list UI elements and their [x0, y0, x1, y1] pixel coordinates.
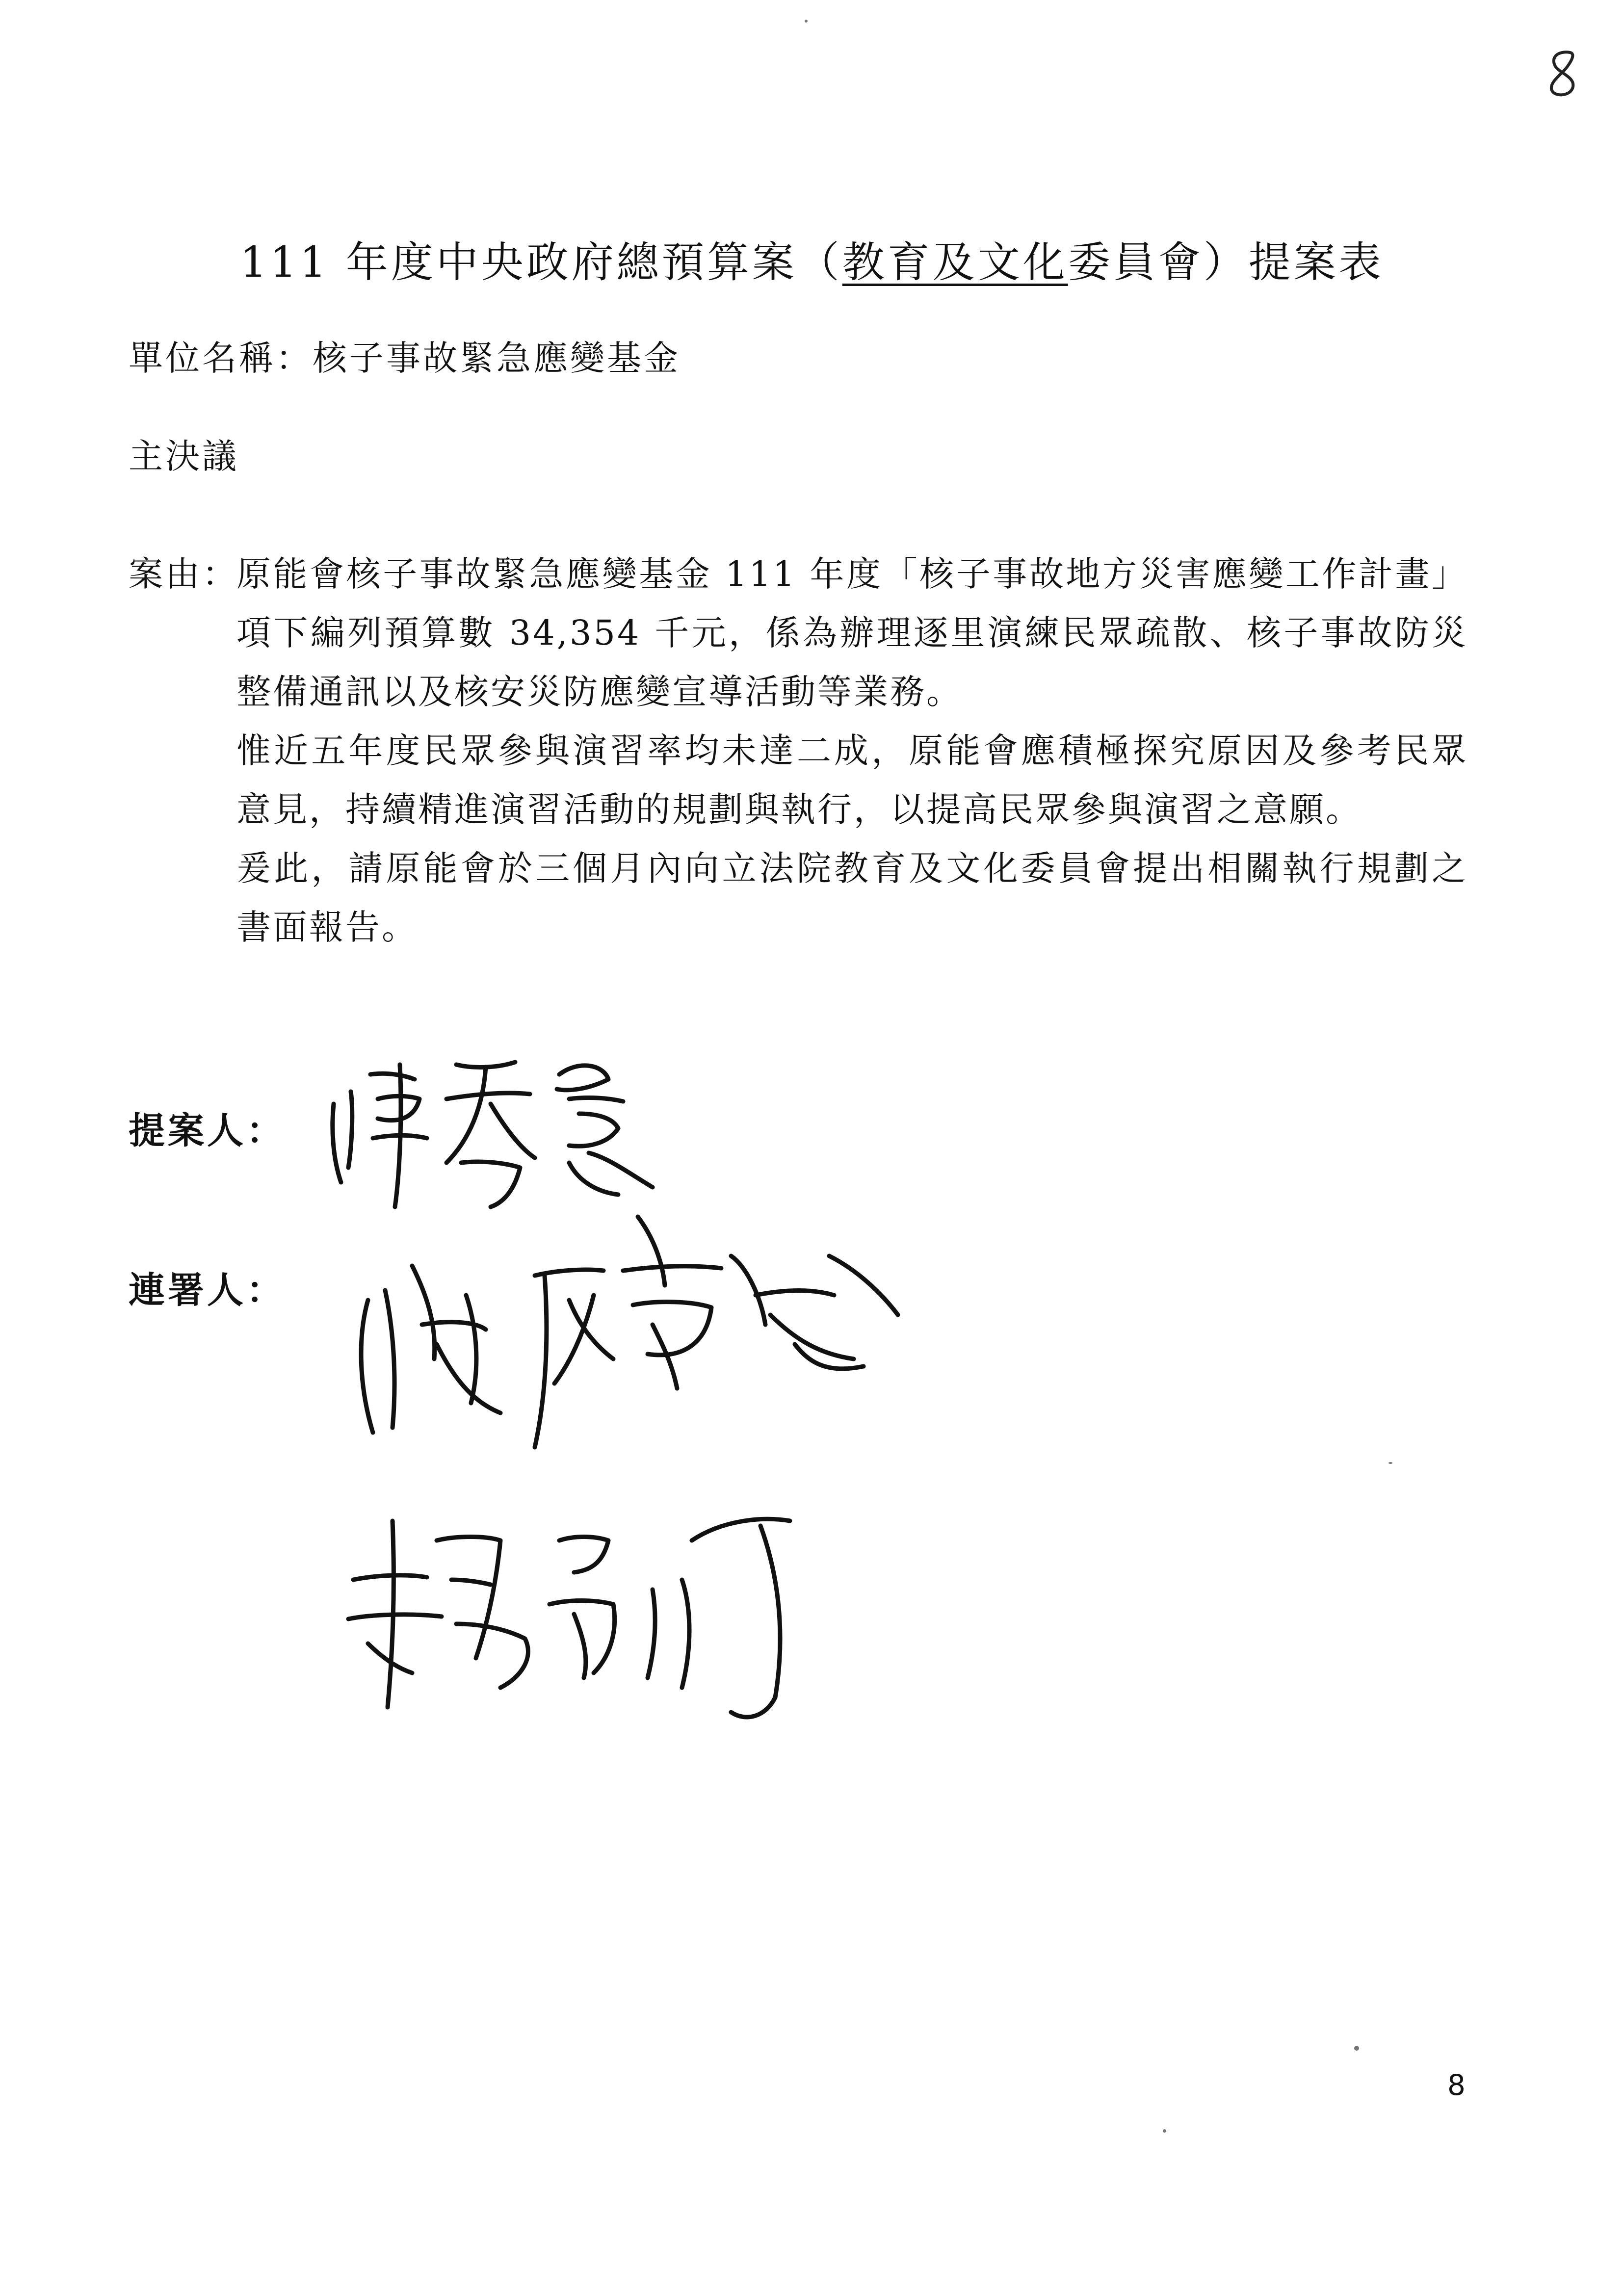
proposer-label: 提案人： [129, 1110, 286, 1152]
cosigner-label: 連署人： [129, 1269, 286, 1311]
case-body [236, 545, 1468, 957]
cosigner-signature [339, 1197, 908, 1501]
title-suffix: 委員會）提案表 [1068, 238, 1384, 287]
cosigner-signature [339, 1482, 829, 1737]
title-committee: 教育及文化 [842, 238, 1068, 287]
scan-speck [1163, 2129, 1166, 2133]
handwritten-page-number [1541, 47, 1585, 101]
document-title [0, 235, 1624, 289]
scan-speck [805, 20, 808, 23]
page-number: 8 [1447, 2068, 1466, 2102]
unit-label: 單位名稱： [129, 338, 313, 378]
main-decision-heading: 主決議 [129, 436, 239, 476]
case-paragraph: 惟近五年度民眾參與演習率均未達二成，原能會應積極探究原因及參考民眾意見，持續精進演習活動的規劃與執行，以提高民眾參與演習之意願。 [236, 731, 1468, 830]
case-paragraph: 原能會核子事故緊急應變基金 111 年度「核子事故地方災害應變工作計畫」項下編列預算數 34,354 千元，係為辦理逐里演練民眾疏散、核子事故防災整備通訊以及核安災防應變宣導活動等業務。 [236, 554, 1468, 712]
unit-line [129, 334, 681, 383]
unit-name: 核子事故緊急應變基金 [313, 338, 681, 378]
case-paragraph: 爰此，請原能會於三個月內向立法院教育及文化委員會提出相關執行規劃之書面報告。 [236, 848, 1468, 947]
proposer-signature [314, 1045, 667, 1222]
scan-speck [1354, 2046, 1359, 2051]
case-label: 案由： [129, 554, 239, 594]
scan-speck [1388, 1462, 1392, 1464]
title-prefix: 111 年度中央政府總預算案（ [240, 238, 842, 287]
